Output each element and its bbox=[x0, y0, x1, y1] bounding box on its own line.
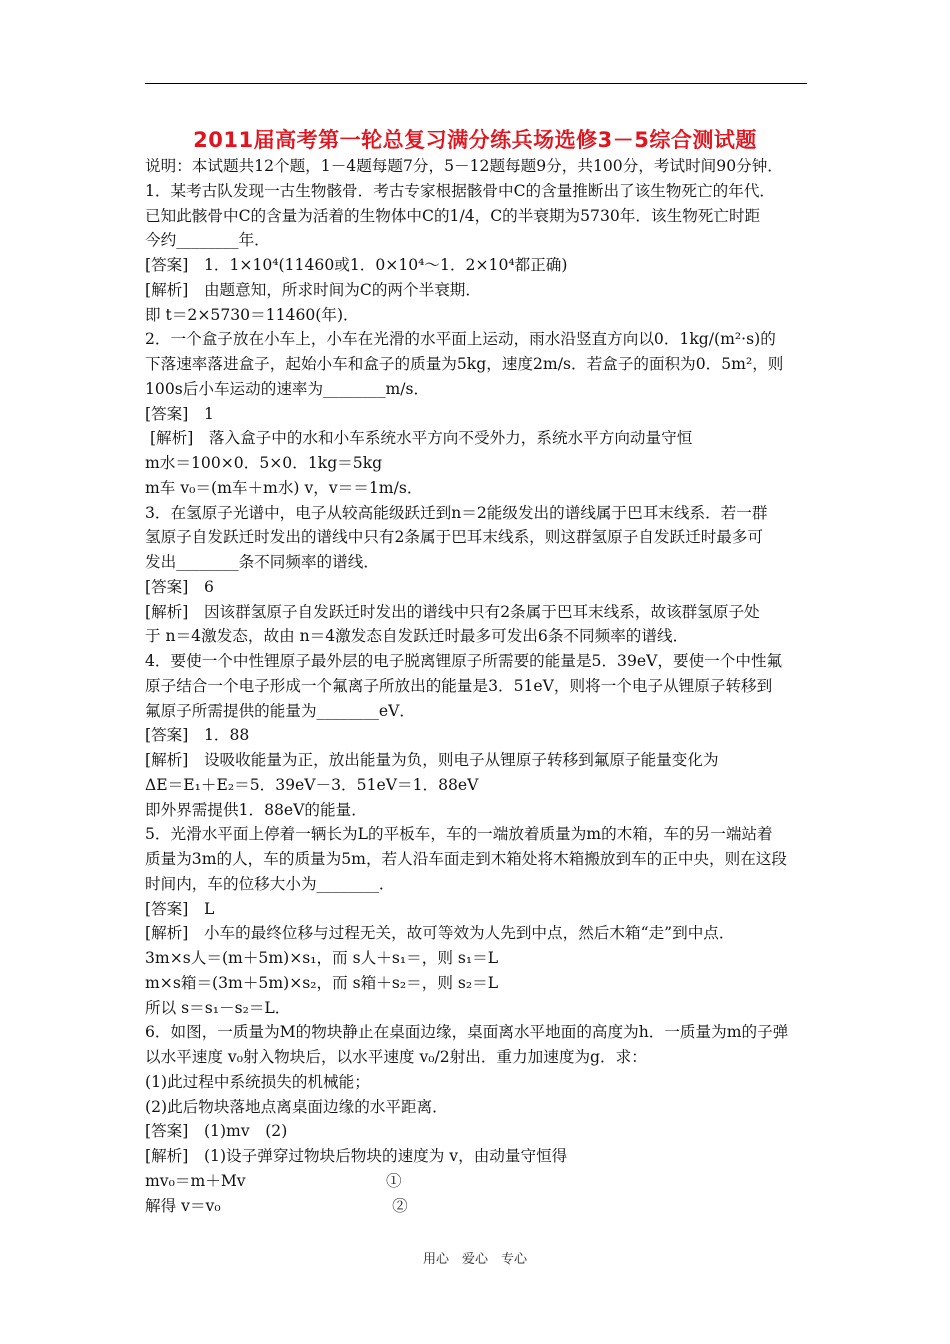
text-line: [答案] 1 bbox=[145, 404, 214, 423]
text-line: 3m×s人＝(m＋5m)×s₁，而 s人＋s₁＝，则 s₁＝L bbox=[145, 949, 499, 967]
text-line: 发出________条不同频率的谱线． bbox=[145, 553, 379, 571]
text-line: m×s箱＝(3m＋5m)×s₂，而 s箱＋s₂＝，则 s₂＝L bbox=[145, 973, 499, 992]
text-line: ΔE＝E₁＋E₂＝5．39eV－3．51eV＝1．88eV bbox=[145, 775, 479, 794]
text-line: 已知此骸骨中C的含量为活着的生物体中C的1/4，C的半衰期为5730年．该生物死亡时距 bbox=[145, 206, 761, 225]
text-line: (2)此后物块落地点离桌面边缘的水平距离． bbox=[145, 1097, 448, 1116]
text-line: 2．一个盒子放在小车上，小车在光滑的水平面上运动，雨水沿竖直方向以0．1kg/(m²·s)的 bbox=[145, 330, 776, 349]
text-line: 时间内，车的位移大小为________． bbox=[145, 874, 395, 893]
text-line: [答案] 6 bbox=[145, 577, 214, 596]
text-line: 即 t＝2×5730＝11460(年)． bbox=[145, 305, 359, 324]
text-line: [答案] 1．1×10⁴(11460或1．0×10⁴～1．2×10⁴都正确) bbox=[145, 256, 568, 274]
text-line: 1．某考古队发现一古生物骸骨．考古专家根据骸骨中C的含量推断出了该生物死亡的年代． bbox=[145, 181, 776, 200]
text-line: mv₀＝m＋Mv ① bbox=[145, 1171, 402, 1190]
text-line: 原子结合一个电子形成一个氟离子所放出的能量是3．51eV，则将一个电子从锂原子转移到 bbox=[145, 676, 773, 695]
text-line: [答案] 1．88 bbox=[145, 726, 250, 745]
text-line: 6．如图，一质量为M的物块静止在桌面边缘，桌面离水平地面的高度为h．一质量为m的子弹 bbox=[145, 1023, 789, 1042]
text-line: 氟原子所需提供的能量为________eV． bbox=[145, 701, 415, 720]
text-line: [答案] (1)mv (2) bbox=[145, 1122, 288, 1141]
text-line: (1)此过程中系统损失的机械能； bbox=[145, 1072, 370, 1091]
text-line: 说明：本试题共12个题，1－4题每题7分，5－12题每题9分，共100分，考试时间90分钟． bbox=[145, 157, 783, 175]
text-line: m水＝100×0．5×0．1kg＝5kg bbox=[145, 454, 383, 472]
text-line: 以水平速度 v₀射入物块后，以水平速度 v₀/2射出．重力加速度为g．求： bbox=[145, 1048, 647, 1066]
text-line: 5．光滑水平面上停着一辆长为L的平板车，车的一端放着质量为m的木箱，车的另一端站着 bbox=[145, 825, 773, 844]
text-line: 下落速率落进盒子，起始小车和盒子的质量为5kg，速度2m/s．若盒子的面积为0．5m²，则 bbox=[145, 355, 784, 373]
text-line: 100s后小车运动的速率为________m/s． bbox=[145, 379, 430, 398]
text-line: 于 n＝4激发态，故由 n＝4激发态自发跃迁时最多可发出6条不同频率的谱线． bbox=[145, 627, 689, 646]
text-line: 即外界需提供1．88eV的能量． bbox=[145, 800, 367, 819]
text-line: 3．在氢原子光谱中，电子从较高能级跃迁到n＝2能级发出的谱线属于巴耳末线系．若一群 bbox=[145, 503, 768, 522]
text-line: [解析] 由题意知，所求时间为C的两个半衰期． bbox=[145, 280, 481, 299]
text-line: [解析] 因该群氢原子自发跃迁时发出的谱线中只有2条属于巴耳末线系，故该群氢原子处 bbox=[145, 602, 760, 621]
text-line: 解得 v＝v₀ ② bbox=[145, 1196, 408, 1215]
text-line: [答案] L bbox=[145, 899, 215, 918]
text-line: 氢原子自发跃迁时发出的谱线中只有2条属于巴耳末线系，则这群氢原子自发跃迁时最多可 bbox=[145, 528, 764, 547]
text-line: 4．要使一个中性锂原子最外层的电子脱离锂原子所需要的能量是5．39eV，要使一个中性氟 bbox=[145, 652, 783, 670]
document-body bbox=[145, 154, 810, 1218]
text-line: 所以 s＝s₁－s₂＝L． bbox=[145, 998, 291, 1017]
document-title: 2011届高考第一轮总复习满分练兵场选修3－5综合测试题 bbox=[193, 128, 757, 152]
text-line: m车 v₀＝(m车＋m水) v，v＝＝1m/s． bbox=[145, 478, 423, 497]
page-footer: 用心 爱心 专心 bbox=[422, 1252, 527, 1267]
text-line: [解析] 落入盒子中的水和小车系统水平方向不受外力，系统水平方向动量守恒 bbox=[145, 429, 693, 448]
text-line: 今约________年． bbox=[145, 231, 270, 250]
text-line: 质量为3m的人，车的质量为5m，若人沿车面走到木箱处将木箱搬放到车的正中央，则在这段 bbox=[145, 850, 787, 868]
text-line: [解析] 设吸收能量为正，放出能量为负，则电子从锂原子转移到氟原子能量变化为 bbox=[145, 751, 719, 769]
text-line: [解析] (1)设子弹穿过物块后物块的速度为 v，由动量守恒得 bbox=[145, 1147, 568, 1165]
text-line: [解析] 小车的最终位移与过程无关，故可等效为人先到中点，然后木箱“走”到中点． bbox=[145, 924, 735, 943]
header-rule bbox=[145, 83, 807, 84]
